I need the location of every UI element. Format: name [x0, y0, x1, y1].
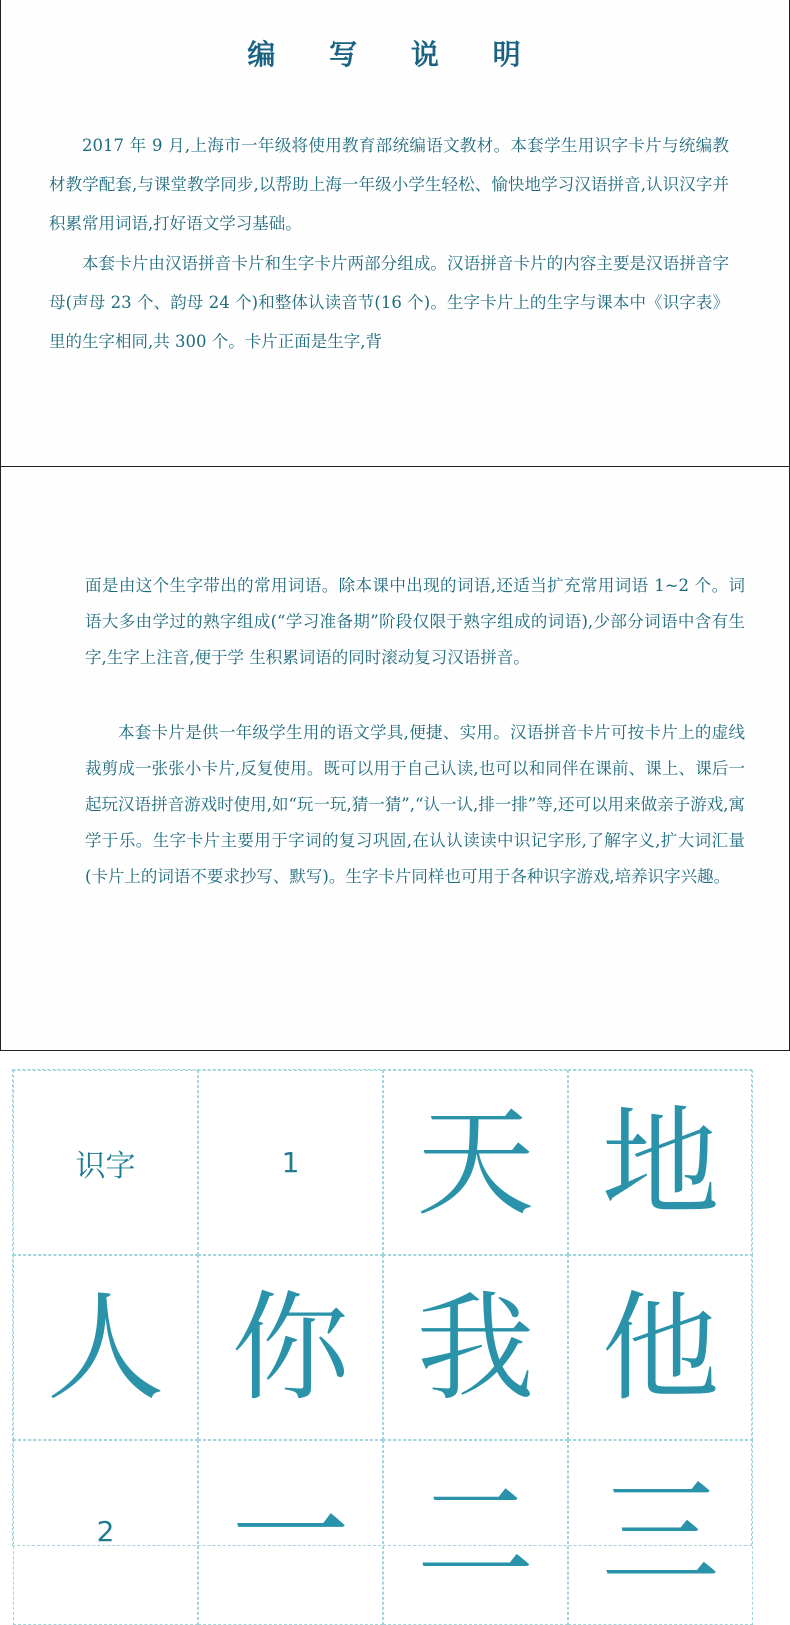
character-glyph: 你: [231, 1278, 350, 1417]
character-card[interactable]: [198, 1440, 383, 1625]
character-card[interactable]: [383, 1440, 568, 1625]
card-grid: [12, 1069, 752, 1602]
character-card-sheet: [0, 1052, 788, 1602]
page-title: 编 写 说 明: [247, 37, 543, 71]
character-glyph: 一: [231, 1463, 350, 1602]
section-label-text: 识字: [75, 1148, 136, 1184]
card-lesson-number[interactable]: [198, 1070, 383, 1255]
character-card[interactable]: [568, 1070, 753, 1255]
character-glyph: 天: [416, 1093, 535, 1232]
composition-paragraph: 本套卡片由汉语拼音卡片和生字卡片两部分组成。汉语拼音卡片的内容主要是汉语拼音字母(声母 23 个、韵母 24 个)和整体认读音节(16 个)。生字卡片上的生字与课本中《识字表》里的生字相同,共 300 个。卡片正面是生字,背: [49, 254, 729, 351]
usage-paragraph: 本套卡片是供一年级学生用的语文学具,便捷、实用。汉语拼音卡片可按卡片上的虚线裁剪成一张张小卡片,反复使用。既可以用于自己认读,也可以和同伴在课前、课上、课后一起玩汉语拼音游戏时使用,如“玩一玩,猜一猜”,“认一认,排一排”等,还可以用来做亲子游戏,寓学于乐。生字卡片主要用于字词的复习巩固,在认认读读中识记字形,了解字义,扩大词汇量(卡片上的词语不要求抄写、默写)。生字卡片同样也可用于各种识字游戏,培养识字兴趣。: [85, 723, 745, 886]
card-lesson-number[interactable]: [13, 1440, 198, 1625]
character-card[interactable]: [13, 1255, 198, 1440]
lesson-number-text: 2: [96, 1515, 115, 1548]
card-section-label[interactable]: [13, 1070, 198, 1255]
character-glyph: 人: [46, 1278, 165, 1417]
character-glyph: 我: [416, 1278, 535, 1417]
character-card[interactable]: [383, 1070, 568, 1255]
intro-paragraph: 2017 年 9 月,上海市一年级将使用教育部统编语文教材。本套学生用识字卡片与统编教材教学配套,与课堂教学同步,以帮助上海一年级小学生轻松、愉快地学习汉语拼音,认识汉字并积累常用词语,打好语文学习基础。: [49, 136, 729, 233]
character-card[interactable]: [568, 1440, 753, 1625]
character-glyph: 他: [601, 1278, 720, 1417]
character-card[interactable]: [568, 1255, 753, 1440]
character-glyph: 二: [416, 1463, 535, 1602]
character-card[interactable]: [198, 1255, 383, 1440]
lesson-number-text: 1: [281, 1146, 300, 1179]
instructions-page-1: [0, 0, 790, 467]
character-card[interactable]: [383, 1255, 568, 1440]
continued-paragraph: 面是由这个生字带出的常用词语。除本课中出现的词语,还适当扩充常用词语 1~2 个。词语大多由学过的熟字组成(“学习准备期”阶段仅限于熟字组成的词语),少部分词语中含有生字,生字上注音,便于学 生积累词语的同时滚动复习汉语拼音。: [85, 576, 745, 667]
character-glyph: 地: [601, 1093, 720, 1232]
instructions-page-2: [0, 467, 790, 1051]
character-glyph: 三: [601, 1463, 720, 1602]
